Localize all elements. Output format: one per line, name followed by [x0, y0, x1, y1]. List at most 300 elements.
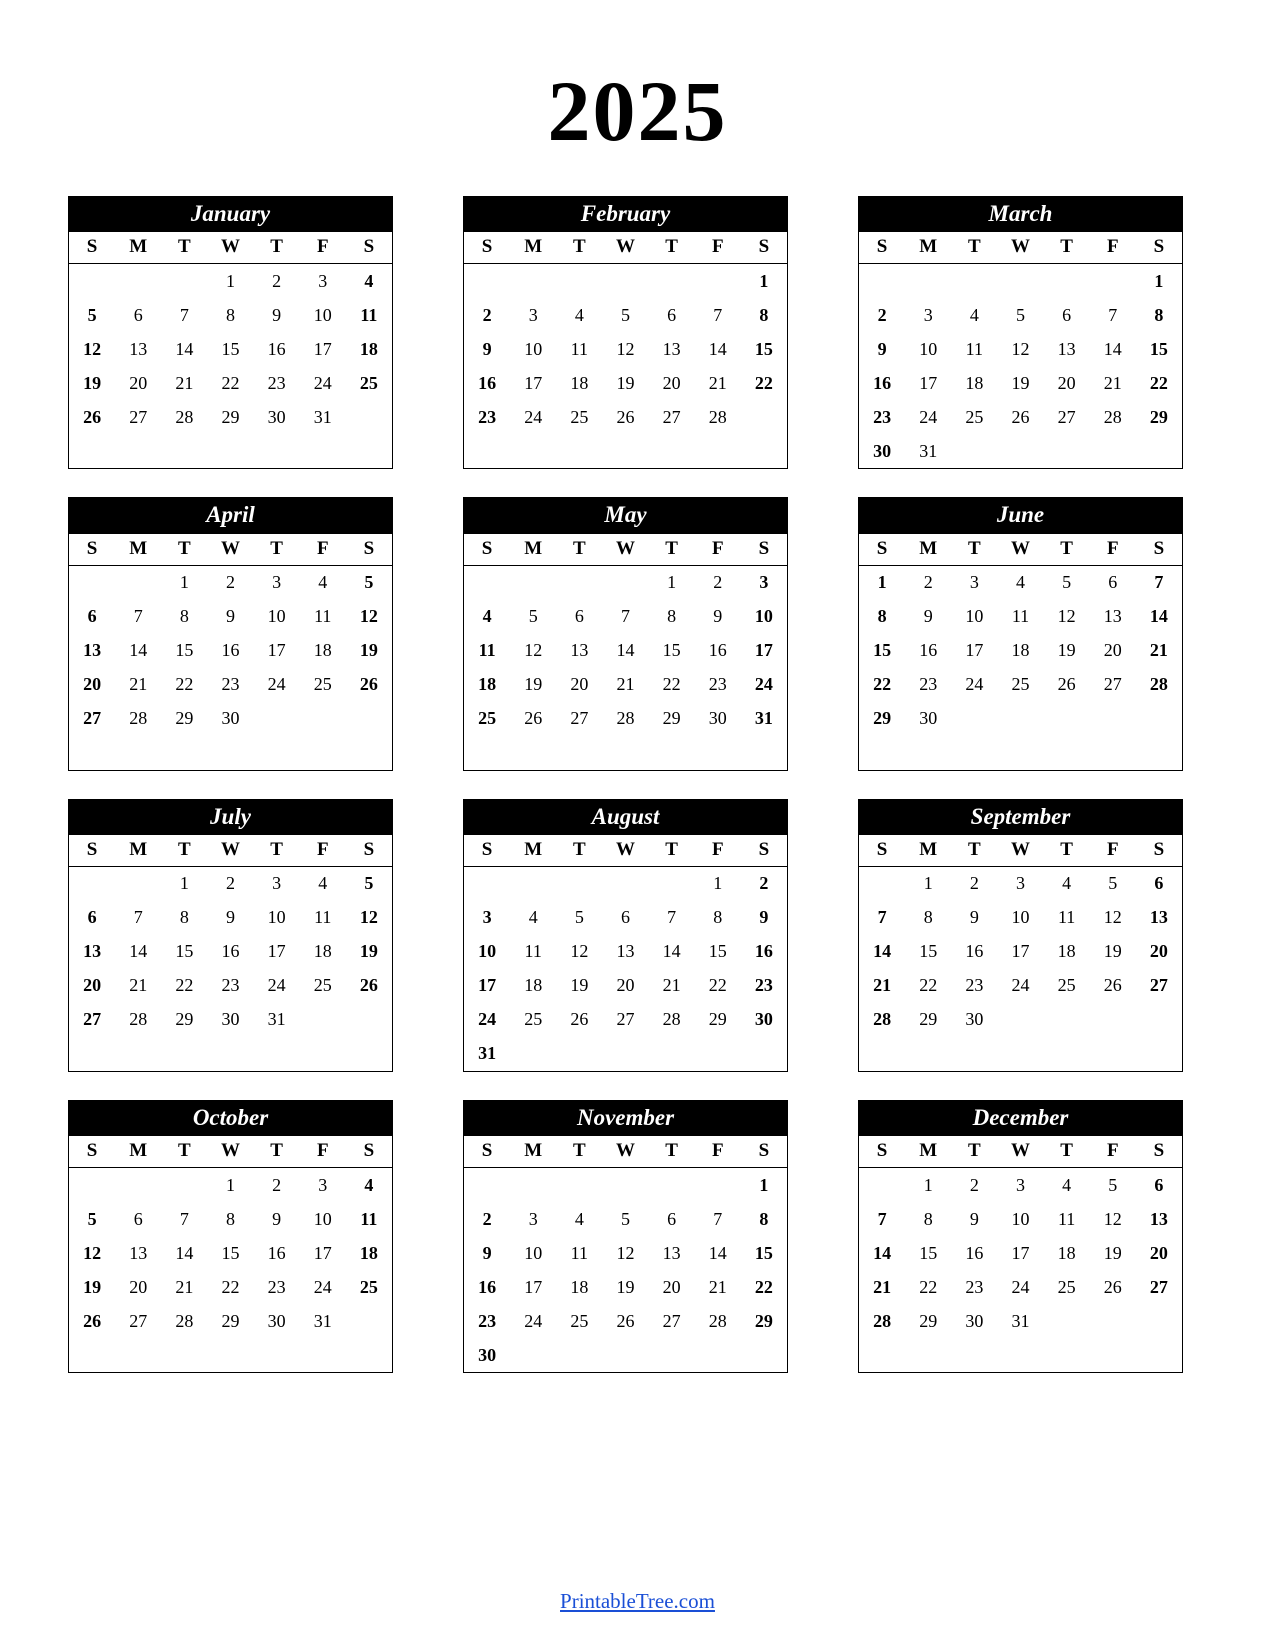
day-cell[interactable]: 1: [225, 270, 235, 291]
day-cell[interactable]: 7: [713, 304, 723, 325]
day-cell[interactable]: 25: [524, 1009, 543, 1030]
day-cell[interactable]: 3: [482, 907, 492, 928]
day-cell[interactable]: 3: [969, 572, 979, 593]
day-cell[interactable]: 26: [1103, 1276, 1122, 1297]
day-cell[interactable]: 10: [1011, 907, 1030, 928]
day-cell[interactable]: 13: [83, 640, 102, 661]
day-cell[interactable]: 18: [359, 1242, 378, 1263]
day-cell[interactable]: 5: [574, 907, 584, 928]
day-cell[interactable]: 4: [969, 304, 979, 325]
day-cell[interactable]: 30: [754, 1009, 773, 1030]
day-cell[interactable]: 22: [1149, 372, 1168, 393]
day-cell[interactable]: 17: [965, 640, 984, 661]
day-cell[interactable]: 24: [524, 406, 543, 427]
day-cell[interactable]: 5: [620, 1208, 630, 1229]
day-cell[interactable]: 9: [969, 1208, 979, 1229]
day-cell[interactable]: 20: [570, 674, 589, 695]
day-cell[interactable]: 5: [1108, 873, 1118, 894]
day-cell[interactable]: 24: [524, 1310, 543, 1331]
day-cell[interactable]: 2: [225, 873, 235, 894]
day-cell[interactable]: 2: [969, 1174, 979, 1195]
day-cell[interactable]: 1: [759, 1174, 769, 1195]
day-cell[interactable]: 24: [478, 1009, 497, 1030]
day-cell[interactable]: 21: [708, 372, 727, 393]
day-cell[interactable]: 21: [1103, 372, 1122, 393]
day-cell[interactable]: 19: [1103, 1242, 1122, 1263]
day-cell[interactable]: 14: [129, 640, 148, 661]
day-cell[interactable]: 17: [478, 975, 497, 996]
day-cell[interactable]: 25: [359, 372, 378, 393]
day-cell[interactable]: 12: [1057, 606, 1076, 627]
day-cell[interactable]: 15: [221, 1242, 240, 1263]
day-cell[interactable]: 18: [570, 372, 589, 393]
day-cell[interactable]: 4: [528, 907, 538, 928]
day-cell[interactable]: 8: [1154, 304, 1164, 325]
day-cell[interactable]: 9: [877, 338, 887, 359]
day-cell[interactable]: 22: [754, 1276, 773, 1297]
day-cell[interactable]: 18: [313, 640, 332, 661]
day-cell[interactable]: 1: [179, 873, 189, 894]
day-cell[interactable]: 16: [708, 640, 727, 661]
day-cell[interactable]: 27: [616, 1009, 635, 1030]
day-cell[interactable]: 28: [873, 1310, 892, 1331]
day-cell[interactable]: 2: [877, 304, 887, 325]
day-cell[interactable]: 17: [1011, 941, 1030, 962]
day-cell[interactable]: 15: [221, 338, 240, 359]
day-cell[interactable]: 10: [965, 606, 984, 627]
day-cell[interactable]: 17: [313, 1242, 332, 1263]
day-cell[interactable]: 5: [87, 304, 97, 325]
day-cell[interactable]: 22: [873, 674, 892, 695]
day-cell[interactable]: 11: [1011, 606, 1030, 627]
day-cell[interactable]: 23: [478, 406, 497, 427]
day-cell[interactable]: 23: [267, 372, 286, 393]
day-cell[interactable]: 19: [83, 372, 102, 393]
day-cell[interactable]: 10: [754, 606, 773, 627]
day-cell[interactable]: 7: [1154, 572, 1164, 593]
day-cell[interactable]: 6: [667, 1208, 677, 1229]
day-cell[interactable]: 22: [175, 674, 194, 695]
day-cell[interactable]: 1: [179, 572, 189, 593]
day-cell[interactable]: 3: [923, 304, 933, 325]
day-cell[interactable]: 19: [1011, 372, 1030, 393]
day-cell[interactable]: 25: [359, 1276, 378, 1297]
day-cell[interactable]: 16: [478, 1276, 497, 1297]
day-cell[interactable]: 20: [129, 372, 148, 393]
day-cell[interactable]: 26: [1011, 406, 1030, 427]
day-cell[interactable]: 25: [965, 406, 984, 427]
day-cell[interactable]: 15: [754, 1242, 773, 1263]
day-cell[interactable]: 28: [708, 406, 727, 427]
day-cell[interactable]: 9: [225, 606, 235, 627]
day-cell[interactable]: 28: [175, 406, 194, 427]
day-cell[interactable]: 12: [570, 941, 589, 962]
day-cell[interactable]: 9: [482, 338, 492, 359]
day-cell[interactable]: 20: [1149, 941, 1168, 962]
day-cell[interactable]: 22: [919, 1276, 938, 1297]
day-cell[interactable]: 18: [524, 975, 543, 996]
day-cell[interactable]: 22: [919, 975, 938, 996]
day-cell[interactable]: 13: [662, 338, 681, 359]
day-cell[interactable]: 12: [524, 640, 543, 661]
day-cell[interactable]: 11: [314, 606, 332, 627]
day-cell[interactable]: 9: [923, 606, 933, 627]
day-cell[interactable]: 7: [620, 606, 630, 627]
day-cell[interactable]: 7: [877, 1208, 887, 1229]
day-cell[interactable]: 10: [313, 304, 332, 325]
day-cell[interactable]: 22: [662, 674, 681, 695]
day-cell[interactable]: 1: [713, 873, 723, 894]
day-cell[interactable]: 6: [133, 304, 143, 325]
day-cell[interactable]: 25: [313, 674, 332, 695]
day-cell[interactable]: 7: [1108, 304, 1118, 325]
day-cell[interactable]: 21: [129, 975, 148, 996]
day-cell[interactable]: 28: [708, 1310, 727, 1331]
day-cell[interactable]: 21: [873, 1276, 892, 1297]
day-cell[interactable]: 21: [662, 975, 681, 996]
day-cell[interactable]: 2: [482, 304, 492, 325]
day-cell[interactable]: 12: [616, 338, 635, 359]
day-cell[interactable]: 8: [179, 907, 189, 928]
day-cell[interactable]: 5: [364, 873, 374, 894]
day-cell[interactable]: 5: [364, 572, 374, 593]
day-cell[interactable]: 7: [713, 1208, 723, 1229]
day-cell[interactable]: 8: [667, 606, 677, 627]
day-cell[interactable]: 23: [754, 975, 773, 996]
day-cell[interactable]: 22: [221, 372, 240, 393]
day-cell[interactable]: 10: [919, 338, 938, 359]
day-cell[interactable]: 29: [919, 1009, 938, 1030]
day-cell[interactable]: 28: [873, 1009, 892, 1030]
day-cell[interactable]: 24: [1011, 975, 1030, 996]
day-cell[interactable]: 26: [359, 674, 378, 695]
day-cell[interactable]: 13: [129, 338, 148, 359]
day-cell[interactable]: 16: [873, 372, 892, 393]
day-cell[interactable]: 8: [923, 907, 933, 928]
day-cell[interactable]: 17: [524, 372, 543, 393]
day-cell[interactable]: 19: [1057, 640, 1076, 661]
day-cell[interactable]: 26: [524, 708, 543, 729]
day-cell[interactable]: 18: [313, 941, 332, 962]
day-cell[interactable]: 4: [1062, 873, 1072, 894]
day-cell[interactable]: 16: [478, 372, 497, 393]
day-cell[interactable]: 10: [313, 1208, 332, 1229]
day-cell[interactable]: 17: [1011, 1242, 1030, 1263]
day-cell[interactable]: 9: [272, 304, 282, 325]
day-cell[interactable]: 13: [662, 1242, 681, 1263]
day-cell[interactable]: 27: [1149, 975, 1168, 996]
day-cell[interactable]: 24: [267, 975, 286, 996]
day-cell[interactable]: 1: [923, 873, 933, 894]
day-cell[interactable]: 29: [221, 1310, 240, 1331]
day-cell[interactable]: 16: [267, 1242, 286, 1263]
day-cell[interactable]: 1: [1154, 270, 1164, 291]
day-cell[interactable]: 22: [221, 1276, 240, 1297]
day-cell[interactable]: 19: [1103, 941, 1122, 962]
day-cell[interactable]: 18: [570, 1276, 589, 1297]
day-cell[interactable]: 13: [1057, 338, 1076, 359]
day-cell[interactable]: 11: [360, 1208, 378, 1229]
day-cell[interactable]: 24: [1011, 1276, 1030, 1297]
day-cell[interactable]: 17: [313, 338, 332, 359]
day-cell[interactable]: 8: [713, 907, 723, 928]
day-cell[interactable]: 14: [175, 338, 194, 359]
day-cell[interactable]: 20: [83, 975, 102, 996]
day-cell[interactable]: 2: [225, 572, 235, 593]
day-cell[interactable]: 22: [708, 975, 727, 996]
day-cell[interactable]: 19: [570, 975, 589, 996]
day-cell[interactable]: 7: [667, 907, 677, 928]
day-cell[interactable]: 18: [1057, 941, 1076, 962]
day-cell[interactable]: 3: [1015, 873, 1025, 894]
day-cell[interactable]: 3: [272, 873, 282, 894]
day-cell[interactable]: 11: [478, 640, 496, 661]
day-cell[interactable]: 18: [1011, 640, 1030, 661]
day-cell[interactable]: 23: [873, 406, 892, 427]
day-cell[interactable]: 8: [759, 1208, 769, 1229]
day-cell[interactable]: 25: [570, 406, 589, 427]
day-cell[interactable]: 21: [873, 975, 892, 996]
day-cell[interactable]: 6: [667, 304, 677, 325]
day-cell[interactable]: 25: [570, 1310, 589, 1331]
day-cell[interactable]: 5: [620, 304, 630, 325]
day-cell[interactable]: 29: [175, 1009, 194, 1030]
day-cell[interactable]: 3: [272, 572, 282, 593]
day-cell[interactable]: 6: [574, 606, 584, 627]
day-cell[interactable]: 6: [133, 1208, 143, 1229]
day-cell[interactable]: 27: [1149, 1276, 1168, 1297]
day-cell[interactable]: 1: [225, 1174, 235, 1195]
day-cell[interactable]: 31: [267, 1009, 286, 1030]
day-cell[interactable]: 23: [965, 975, 984, 996]
day-cell[interactable]: 27: [570, 708, 589, 729]
day-cell[interactable]: 8: [759, 304, 769, 325]
day-cell[interactable]: 19: [616, 372, 635, 393]
day-cell[interactable]: 11: [1057, 907, 1076, 928]
day-cell[interactable]: 21: [175, 1276, 194, 1297]
day-cell[interactable]: 4: [482, 606, 492, 627]
day-cell[interactable]: 17: [267, 941, 286, 962]
printabletree-link[interactable]: PrintableTree.com: [560, 1589, 715, 1613]
day-cell[interactable]: 4: [574, 304, 584, 325]
day-cell[interactable]: 22: [175, 975, 194, 996]
day-cell[interactable]: 24: [313, 372, 332, 393]
day-cell[interactable]: 20: [616, 975, 635, 996]
day-cell[interactable]: 23: [965, 1276, 984, 1297]
day-cell[interactable]: 24: [965, 674, 984, 695]
day-cell[interactable]: 30: [873, 440, 892, 461]
day-cell[interactable]: 12: [1103, 1208, 1122, 1229]
day-cell[interactable]: 25: [1057, 1276, 1076, 1297]
day-cell[interactable]: 31: [1011, 1310, 1030, 1331]
day-cell[interactable]: 23: [221, 674, 240, 695]
day-cell[interactable]: 18: [1057, 1242, 1076, 1263]
day-cell[interactable]: 30: [965, 1310, 984, 1331]
day-cell[interactable]: 30: [221, 708, 240, 729]
day-cell[interactable]: 31: [313, 1310, 332, 1331]
day-cell[interactable]: 2: [713, 572, 723, 593]
day-cell[interactable]: 25: [313, 975, 332, 996]
day-cell[interactable]: 14: [1149, 606, 1168, 627]
day-cell[interactable]: 22: [754, 372, 773, 393]
day-cell[interactable]: 2: [923, 572, 933, 593]
day-cell[interactable]: 15: [708, 941, 727, 962]
day-cell[interactable]: 30: [965, 1009, 984, 1030]
day-cell[interactable]: 5: [87, 1208, 97, 1229]
day-cell[interactable]: 20: [83, 674, 102, 695]
day-cell[interactable]: 10: [1011, 1208, 1030, 1229]
day-cell[interactable]: 28: [175, 1310, 194, 1331]
day-cell[interactable]: 3: [1015, 1174, 1025, 1195]
day-cell[interactable]: 12: [83, 338, 102, 359]
day-cell[interactable]: 27: [129, 406, 148, 427]
day-cell[interactable]: 27: [83, 708, 102, 729]
day-cell[interactable]: 17: [267, 640, 286, 661]
day-cell[interactable]: 28: [662, 1009, 681, 1030]
day-cell[interactable]: 26: [616, 1310, 635, 1331]
day-cell[interactable]: 24: [267, 674, 286, 695]
day-cell[interactable]: 6: [1062, 304, 1072, 325]
day-cell[interactable]: 11: [314, 907, 332, 928]
day-cell[interactable]: 6: [620, 907, 630, 928]
day-cell[interactable]: 27: [1057, 406, 1076, 427]
day-cell[interactable]: 16: [965, 1242, 984, 1263]
day-cell[interactable]: 4: [1062, 1174, 1072, 1195]
day-cell[interactable]: 14: [1103, 338, 1122, 359]
day-cell[interactable]: 4: [1015, 572, 1025, 593]
day-cell[interactable]: 15: [175, 640, 194, 661]
day-cell[interactable]: 7: [133, 606, 143, 627]
day-cell[interactable]: 30: [267, 406, 286, 427]
day-cell[interactable]: 14: [175, 1242, 194, 1263]
day-cell[interactable]: 5: [528, 606, 538, 627]
day-cell[interactable]: 19: [616, 1276, 635, 1297]
day-cell[interactable]: 31: [478, 1043, 497, 1064]
day-cell[interactable]: 14: [129, 941, 148, 962]
day-cell[interactable]: 10: [267, 907, 286, 928]
day-cell[interactable]: 12: [616, 1242, 635, 1263]
day-cell[interactable]: 11: [965, 338, 984, 359]
day-cell[interactable]: 26: [83, 1310, 102, 1331]
day-cell[interactable]: 23: [478, 1310, 497, 1331]
day-cell[interactable]: 12: [359, 606, 378, 627]
day-cell[interactable]: 13: [570, 640, 589, 661]
day-cell[interactable]: 14: [662, 941, 681, 962]
day-cell[interactable]: 9: [759, 907, 769, 928]
day-cell[interactable]: 28: [616, 708, 635, 729]
day-cell[interactable]: 17: [524, 1276, 543, 1297]
day-cell[interactable]: 11: [570, 1242, 589, 1263]
day-cell[interactable]: 25: [478, 708, 497, 729]
day-cell[interactable]: 12: [1011, 338, 1030, 359]
day-cell[interactable]: 25: [1057, 975, 1076, 996]
day-cell[interactable]: 15: [175, 941, 194, 962]
day-cell[interactable]: 21: [129, 674, 148, 695]
day-cell[interactable]: 13: [1149, 1208, 1168, 1229]
day-cell[interactable]: 23: [708, 674, 727, 695]
day-cell[interactable]: 10: [524, 338, 543, 359]
day-cell[interactable]: 7: [133, 907, 143, 928]
day-cell[interactable]: 27: [662, 406, 681, 427]
day-cell[interactable]: 6: [87, 606, 97, 627]
day-cell[interactable]: 15: [919, 1242, 938, 1263]
day-cell[interactable]: 12: [1103, 907, 1122, 928]
day-cell[interactable]: 27: [83, 1009, 102, 1030]
day-cell[interactable]: 21: [1149, 640, 1168, 661]
day-cell[interactable]: 29: [754, 1310, 773, 1331]
day-cell[interactable]: 28: [129, 1009, 148, 1030]
day-cell[interactable]: 6: [1154, 873, 1164, 894]
day-cell[interactable]: 5: [1062, 572, 1072, 593]
day-cell[interactable]: 29: [662, 708, 681, 729]
day-cell[interactable]: 26: [359, 975, 378, 996]
day-cell[interactable]: 30: [221, 1009, 240, 1030]
day-cell[interactable]: 20: [1149, 1242, 1168, 1263]
day-cell[interactable]: 7: [179, 304, 189, 325]
day-cell[interactable]: 3: [759, 572, 769, 593]
day-cell[interactable]: 5: [1108, 1174, 1118, 1195]
day-cell[interactable]: 14: [708, 338, 727, 359]
day-cell[interactable]: 4: [574, 1208, 584, 1229]
day-cell[interactable]: 2: [482, 1208, 492, 1229]
day-cell[interactable]: 16: [267, 338, 286, 359]
day-cell[interactable]: 29: [175, 708, 194, 729]
day-cell[interactable]: 15: [919, 941, 938, 962]
day-cell[interactable]: 16: [965, 941, 984, 962]
day-cell[interactable]: 20: [1057, 372, 1076, 393]
day-cell[interactable]: 1: [923, 1174, 933, 1195]
day-cell[interactable]: 14: [708, 1242, 727, 1263]
day-cell[interactable]: 15: [662, 640, 681, 661]
day-cell[interactable]: 14: [873, 941, 892, 962]
day-cell[interactable]: 30: [708, 708, 727, 729]
day-cell[interactable]: 20: [129, 1276, 148, 1297]
day-cell[interactable]: 20: [662, 372, 681, 393]
day-cell[interactable]: 30: [919, 708, 938, 729]
day-cell[interactable]: 9: [482, 1242, 492, 1263]
day-cell[interactable]: 23: [221, 975, 240, 996]
day-cell[interactable]: 13: [616, 941, 635, 962]
day-cell[interactable]: 3: [318, 1174, 328, 1195]
day-cell[interactable]: 4: [364, 1174, 374, 1195]
day-cell[interactable]: 1: [667, 572, 677, 593]
day-cell[interactable]: 26: [570, 1009, 589, 1030]
day-cell[interactable]: 19: [524, 674, 543, 695]
day-cell[interactable]: 29: [221, 406, 240, 427]
day-cell[interactable]: 19: [83, 1276, 102, 1297]
day-cell[interactable]: 6: [1108, 572, 1118, 593]
day-cell[interactable]: 17: [754, 640, 773, 661]
day-cell[interactable]: 18: [478, 674, 497, 695]
day-cell[interactable]: 30: [478, 1344, 497, 1365]
day-cell[interactable]: 15: [873, 640, 892, 661]
day-cell[interactable]: 3: [528, 1208, 538, 1229]
day-cell[interactable]: 11: [570, 338, 589, 359]
day-cell[interactable]: 8: [225, 1208, 235, 1229]
day-cell[interactable]: 2: [272, 270, 282, 291]
day-cell[interactable]: 4: [318, 572, 328, 593]
day-cell[interactable]: 10: [267, 606, 286, 627]
day-cell[interactable]: 11: [1057, 1208, 1076, 1229]
day-cell[interactable]: 3: [318, 270, 328, 291]
day-cell[interactable]: 13: [129, 1242, 148, 1263]
day-cell[interactable]: 13: [1149, 907, 1168, 928]
day-cell[interactable]: 28: [1103, 406, 1122, 427]
day-cell[interactable]: 29: [708, 1009, 727, 1030]
day-cell[interactable]: 20: [1103, 640, 1122, 661]
day-cell[interactable]: 12: [83, 1242, 102, 1263]
day-cell[interactable]: 26: [1057, 674, 1076, 695]
